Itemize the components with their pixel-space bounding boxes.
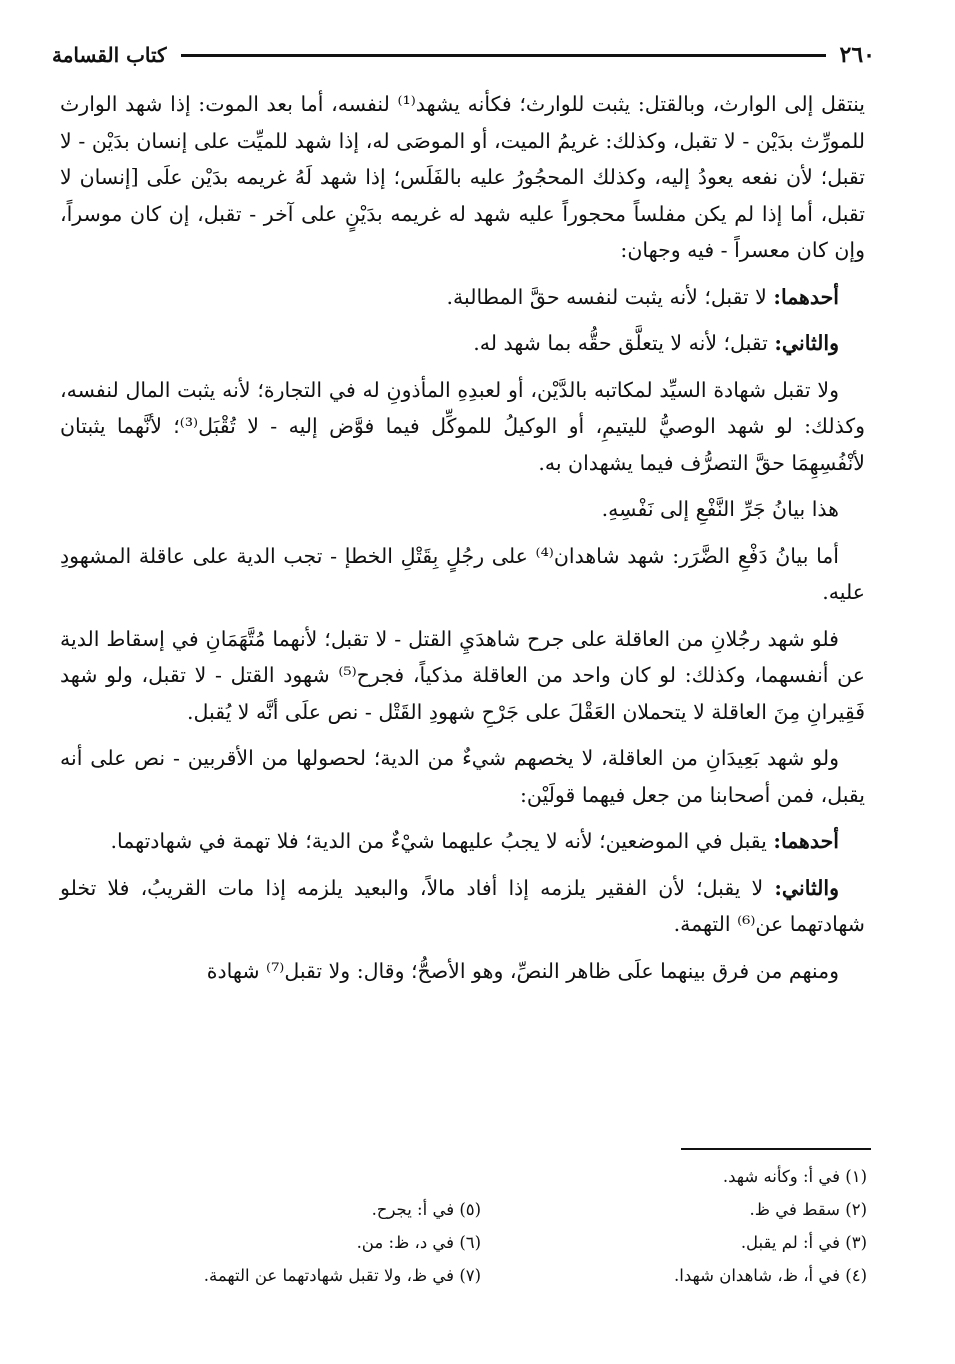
paragraph-text: أما بيانُ دَفْعِ الضَّرَر: شهد شاهدان⁽⁴⁾ على رجُلٍ بِقَتْلِ الخطإ - تجب الدية على عاقلة المشهودِ عليه. — [60, 543, 865, 604]
paragraph-text: لا تقبل؛ لأنه يثبت لنفسه حقَّ المطالبة. — [446, 284, 774, 309]
paragraph — [60, 823, 865, 860]
paragraph — [60, 325, 865, 362]
footnote: (٧) في ظ، ولا تقبل شهادتهما عن التهمة. — [203, 1266, 482, 1285]
paragraph-lead: أحدهما: — [773, 829, 839, 853]
paragraph-text: ومنهم من فرق بينهما علَى ظاهر النصِّ، وهو الأصحُّ؛ وقال: ولا تقبل⁽⁷⁾ شهادة — [206, 958, 839, 983]
main-text — [60, 86, 865, 999]
paragraph-text: هذا بيانُ جَرِّ النَّفْعِ إلى نَفْسِهِ. — [601, 497, 839, 521]
paragraph-text: ينتقل إلى الوارث، وبالقتل: يثبت للوارث؛ فكأنه يشهد⁽¹⁾ لنفسه، أما بعد الموت: إذا شهد الوارث للمورِّث بدَيْن - لا تقبل، وكذلك: غريمُ الميت، أو الموصَى له، إذا شهد للميِّت على إنسان بدَيْن - لا تقبل؛ لأن نفعه يعودُ إليه، وكذلك المحجُورُ عليه بالفَلَس؛ إذا شهد لَهُ غريمه بدَيْن علَى [إنسان لا تقبل، أما إذا لم يكن مفلساً محجوراً عليه شهد له غريمه بدَيْنٍ على آخر - تقبل، إن كان موسراً، وإن كان معسراً - فيه وجهان: — [60, 92, 865, 262]
paragraph — [60, 279, 865, 316]
paragraph-text: لا يقبل؛ لأن الفقير يلزمه إذا أفاد مالاً، والبعيد يلزمه إذا مات القريبُ، فلا تخلو شهادتهما عن⁽⁶⁾ التهمة. — [60, 875, 865, 936]
paragraph-text: ولو شهد بَعِيدَانِ من العاقلة، لا يخصهم شيءٌ من الدية؛ لحصولها من الأقربين - نص على أنه يقبل، فمن أصحابنا من جعل فيهما قولَيْن: — [60, 746, 865, 807]
paragraph — [60, 621, 865, 731]
paragraph — [60, 953, 865, 990]
paragraph-text: ولا تقبل شهادة السيِّد لمكاتبه بالدَّيْن، أو لعبدِهِ المأذونِ له في التجارة؛ لأنه يثبت المال لنفسه، وكذلك: لو شهد الوصيُّ لليتيمِ، أو الوكيلُ للموكِّل فيما فوَّض إليه - لا تُقْبَل⁽³⁾؛ لأنَّهما يثبتان لأنْفُسِهِمَا حقَّ التصرُّف فيما يشهدان به. — [60, 377, 865, 475]
paragraph — [60, 491, 865, 528]
footnote: (١) في أ: وكأنه شهد. — [722, 1167, 867, 1186]
paragraph — [60, 740, 865, 813]
page-number: ٢٦٠ — [839, 42, 875, 68]
footnote-column-left — [110, 1160, 481, 1292]
running-header — [52, 38, 875, 72]
footnote: (٢) سقط في ظ. — [749, 1200, 867, 1219]
footnote: (٣) في أ: لم يقبل. — [740, 1233, 867, 1252]
footnotes — [110, 1160, 867, 1292]
footnote: (٦) في د، ظ: من. — [356, 1233, 482, 1252]
header-rule — [181, 54, 826, 57]
footnote-rule — [681, 1148, 871, 1150]
footnote-column-right — [481, 1160, 867, 1292]
paragraph — [60, 538, 865, 611]
paragraph-text: يقبل في الموضعين؛ لأنه لا يجبُ عليهما شيْءٌ من الدية؛ فلا تهمة في شهادتهما. — [110, 829, 774, 853]
paragraph-lead: والثاني: — [774, 331, 839, 355]
paragraph-text: تقبل؛ لأنه لا يتعلَّق حقُّه بما شهد له. — [473, 331, 775, 355]
paragraph — [60, 870, 865, 943]
paragraph-text: فلو شهد رجُلانِ من العاقلة على جرح شاهدَيِ القتل - لا تقبل؛ لأنهما مُتَّهَمَانِ في إسقاط الدية عن أنفسهما، وكذلك: لو كان واحد من العاقلة مذكياً، فجرح⁽⁵⁾ شهود القتل - لا تقبل، ولو شهد فَقِيرانِ مِنَ العاقلة لا يتحملان العَقْلَ على جَرْحِ شهودِ القَتْل - نص علَى أنَّه لا يُقبل. — [60, 626, 865, 724]
footnote: (٥) في أ: يجرح. — [371, 1200, 482, 1219]
paragraph — [60, 372, 865, 482]
paragraph-lead: والثاني: — [774, 875, 839, 900]
paragraph — [60, 86, 865, 269]
footnote: (٤) في أ، ظ، شاهدان شهدا. — [674, 1266, 867, 1285]
paragraph-lead: أحدهما: — [773, 284, 839, 309]
book-title: كتاب القسامة — [52, 43, 167, 67]
